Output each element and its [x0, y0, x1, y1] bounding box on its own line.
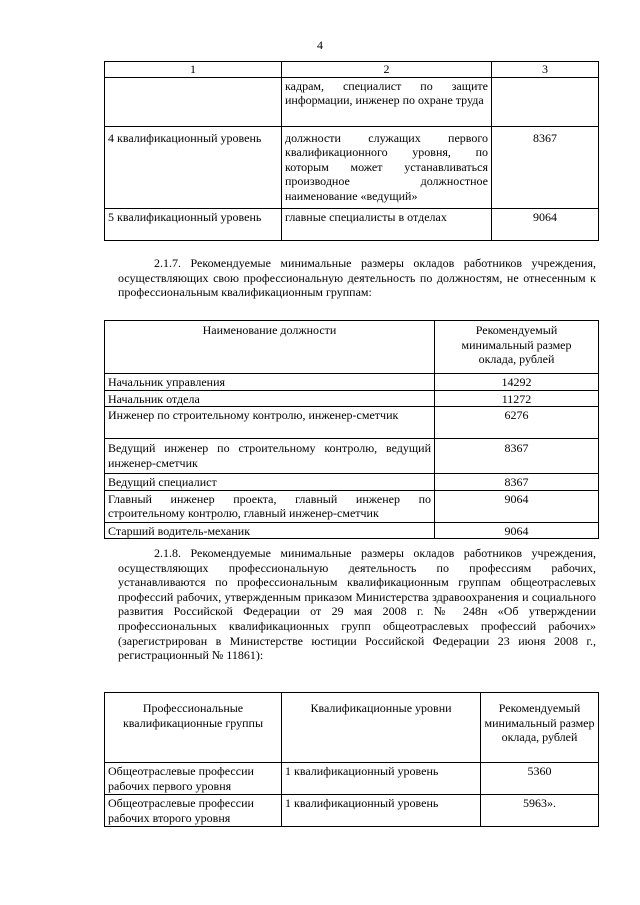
salary-cell: 9064: [435, 522, 599, 539]
positions-cell: кадрам, специалист по защите информации, инженер по охране труда: [282, 77, 492, 126]
table-row: [105, 763, 599, 795]
salary-cell: 8367: [492, 126, 599, 208]
level-cell: 4 квалификационный уровень: [105, 126, 282, 208]
position-cell: Инженер по строительному контролю, инженер-сметчик: [105, 407, 435, 439]
position-cell: Старший водитель-механик: [105, 522, 435, 539]
table-row: [105, 439, 599, 474]
salary-cell: [492, 77, 599, 126]
column-header-position: Наименование должности: [105, 321, 435, 374]
position-cell: Начальник управления: [105, 374, 435, 391]
table-row: [105, 490, 599, 522]
salary-cell: 14292: [435, 374, 599, 391]
salary-cell: 11272: [435, 390, 599, 407]
salary-cell: 9064: [492, 208, 599, 240]
table-header-row: [105, 321, 599, 374]
table-row: [105, 407, 599, 439]
positions-salary-table: [104, 320, 599, 539]
table-header-row: [105, 62, 599, 78]
salary-cell: 5963».: [481, 795, 599, 827]
column-header: 2: [282, 62, 492, 78]
column-header: 1: [105, 62, 282, 78]
salary-cell: 8367: [435, 439, 599, 474]
table-row: [105, 208, 599, 240]
level-cell: 1 квалификационный уровень: [282, 795, 481, 827]
paragraph-2-1-7: 2.1.7. Рекомендуемые минимальные размеры окладов работников учреждения, осуществляющих свою профессиональную деятельность по должностям, не отнесенным к профессиональным квалификационным группам:: [118, 256, 596, 300]
salary-cell: 9064: [435, 490, 599, 522]
column-header-salary: Рекомендуемый минимальный размер оклада, рублей: [435, 321, 599, 374]
position-cell: Ведущий специалист: [105, 474, 435, 491]
positions-cell: главные специалисты в отделах: [282, 208, 492, 240]
column-header: 3: [492, 62, 599, 78]
column-header-groups: Профессиональные квалификационные группы: [105, 693, 282, 763]
positions-cell: должности служащих первого квалификационного уровня, по которым может устанавливаться производное должностное наименование «ведущий»: [282, 126, 492, 208]
salary-cell: 5360: [481, 763, 599, 795]
salary-cell: 8367: [435, 474, 599, 491]
table-row: [105, 126, 599, 208]
position-cell: Начальник отдела: [105, 390, 435, 407]
worker-professions-table: [104, 692, 599, 827]
paragraph-2-1-8: 2.1.8. Рекомендуемые минимальные размеры окладов работников учреждения, осуществляющих профессиональную деятельность по профессиям рабочих, устанавливаются по профессиональным квалификационным группам общеотраслевых профессий рабочих, утвержденным приказом Министерства здравоохранения и социального развития Российской Федерации от 29 мая 2008 г. № 248н «Об утверждении профессиональных квалификационных групп общеотраслевых профессий рабочих» (зарегистрирован в Министерстве юстиции Российской Федерации 23 июня 2008 г., регистрационный № 11861):: [118, 546, 596, 663]
table-row: [105, 522, 599, 539]
qualification-levels-table: [104, 61, 599, 241]
position-cell: Ведущий инженер по строительному контролю, ведущий инженер-сметчик: [105, 439, 435, 474]
level-cell: 1 квалификационный уровень: [282, 763, 481, 795]
column-header-salary: Рекомендуемый минимальный размер оклада, рублей: [481, 693, 599, 763]
table-row: [105, 374, 599, 391]
level-cell: 5 квалификационный уровень: [105, 208, 282, 240]
table-row: [105, 390, 599, 407]
table-row: [105, 795, 599, 827]
page-number: 4: [317, 38, 323, 52]
position-cell: Главный инженер проекта, главный инженер по строительному контролю, главный инженер-сметчик: [105, 490, 435, 522]
table-row: [105, 474, 599, 491]
salary-cell: 6276: [435, 407, 599, 439]
table-header-row: [105, 693, 599, 763]
table-row: [105, 77, 599, 126]
group-cell: Общеотраслевые профессии рабочих первого уровня: [105, 763, 282, 795]
column-header-levels: Квалификационные уровни: [282, 693, 481, 763]
group-cell: Общеотраслевые профессии рабочих второго уровня: [105, 795, 282, 827]
level-cell: [105, 77, 282, 126]
